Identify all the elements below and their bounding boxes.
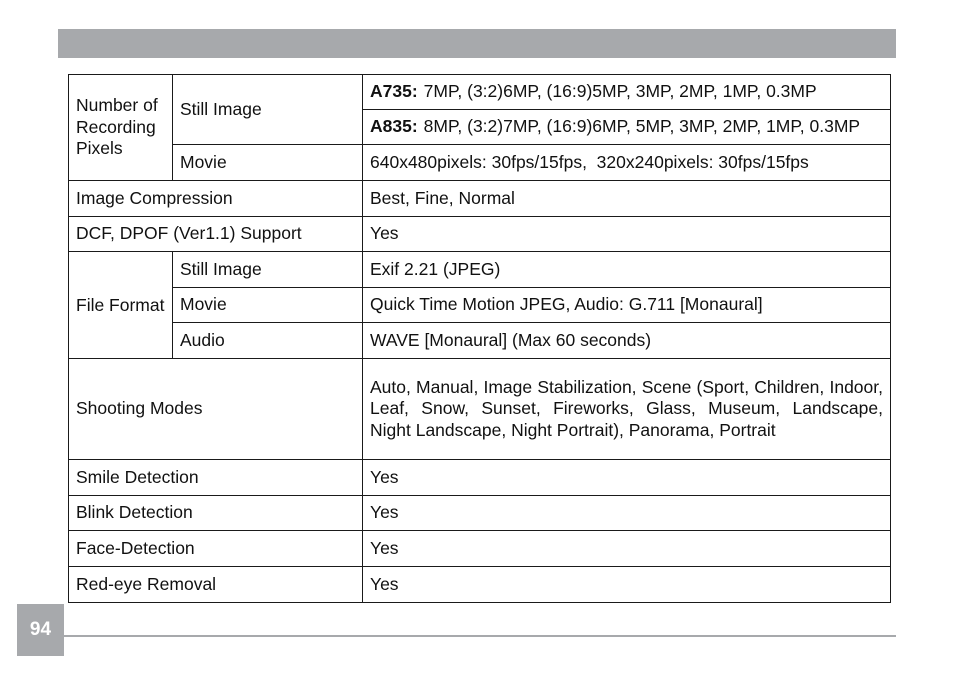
a735-model: A735: — [370, 81, 418, 102]
dcf-dpof-value: Yes — [363, 217, 891, 252]
recording-movie-label: Movie — [173, 145, 363, 181]
a835-model: A835: — [370, 116, 418, 137]
footer-rule — [64, 635, 896, 637]
smile-detection-value: Yes — [363, 460, 891, 496]
table-row — [69, 531, 891, 567]
face-detection-label: Face-Detection — [69, 531, 363, 567]
file-movie-value: Quick Time Motion JPEG, Audio: G.711 [Monaural] — [363, 288, 891, 323]
table-row — [69, 288, 891, 323]
image-compression-value: Best, Fine, Normal — [363, 181, 891, 217]
file-audio-value: WAVE [Monaural] (Max 60 seconds) — [363, 323, 891, 359]
red-eye-removal-value: Yes — [363, 567, 891, 603]
a735-cell — [363, 75, 891, 110]
recording-pixels-label: Number of Recording Pixels — [69, 75, 173, 181]
image-compression-label: Image Compression — [69, 181, 363, 217]
red-eye-removal-label: Red-eye Removal — [69, 567, 363, 603]
a835-cell — [363, 110, 891, 145]
smile-detection-label: Smile Detection — [69, 460, 363, 496]
file-audio-label: Audio — [173, 323, 363, 359]
blink-detection-label: Blink Detection — [69, 496, 363, 531]
table-row — [69, 460, 891, 496]
header-band — [58, 29, 896, 58]
file-movie-label: Movie — [173, 288, 363, 323]
page-number: 94 — [17, 604, 64, 656]
table-row — [69, 181, 891, 217]
file-still-value: Exif 2.21 (JPEG) — [363, 252, 891, 288]
spec-table — [68, 74, 891, 603]
file-still-label: Still Image — [173, 252, 363, 288]
a835-value: 8MP, (3:2)7MP, (16:9)6MP, 5MP, 3MP, 2MP, 1MP, 0.3MP — [423, 116, 861, 137]
table-row — [69, 567, 891, 603]
recording-movie-value: 640x480pixels: 30fps/15fps, 320x240pixels: 30fps/15fps — [363, 145, 891, 181]
blink-detection-value: Yes — [363, 496, 891, 531]
table-row — [69, 496, 891, 531]
dcf-dpof-label: DCF, DPOF (Ver1.1) Support — [69, 217, 363, 252]
recording-still-label: Still Image — [173, 75, 363, 145]
shooting-modes-label: Shooting Modes — [69, 359, 363, 460]
shooting-modes-value: Auto, Manual, Image Stabilization, Scene (Sport, Children, Indoor, Leaf, Snow, Sunset, Fireworks, Glass, Museum, Landscape, Night Landscape, Night Portrait), Panorama, Portrait — [363, 359, 891, 460]
file-format-label: File Format — [69, 252, 173, 359]
table-row — [69, 217, 891, 252]
table-row — [69, 145, 891, 181]
face-detection-value: Yes — [363, 531, 891, 567]
table-row — [69, 323, 891, 359]
table-row — [69, 359, 891, 460]
a735-value: 7MP, (3:2)6MP, (16:9)5MP, 3MP, 2MP, 1MP, 0.3MP — [423, 81, 817, 102]
table-row — [69, 75, 891, 110]
table-row — [69, 252, 891, 288]
